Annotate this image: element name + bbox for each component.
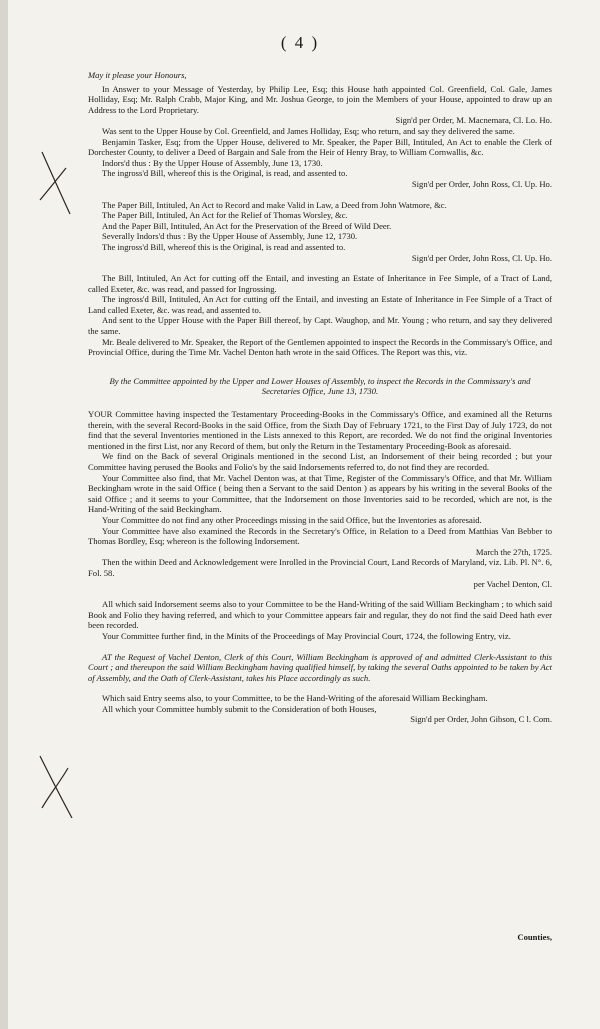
paragraph: In Answer to your Message of Yesterday, by Philip Lee, Esq; this House hath appointed Col. Greenfield, Col. Gale, James Holliday, Esq; Mr. Ralph Crabb, Major King, and Mr. Joshua George, to join the Members of your House, appointed to draw up an Address to the Lord Proprietary. bbox=[88, 83, 552, 115]
paragraph: Then the within Deed and Acknowledgement were Inrolled in the Provincial Court, Land Records of Maryland, viz. Lib. Pl. N°. 6, Fol. 58. bbox=[88, 557, 552, 578]
paragraph: Your Committee do not find any other Proceedings missing in the said Office, but the Inventories as aforesaid. bbox=[102, 514, 482, 525]
indorsement-line: Severally Indors'd thus : By the Upper House of Assembly, June 12, 1730. bbox=[102, 231, 358, 242]
paragraph: All which said Indorsement seems also to your Committee to be the Hand-Writing of the said William Beckingham ; to which said Book and Folio they having referred, and which to your Committee appears fair and regular, they do not find the said Deed hath ever been recorded. bbox=[88, 599, 552, 631]
paragraph: The ingross'd Bill, whereof this is the Original, is read and assented to. bbox=[102, 241, 346, 252]
salutation: May it please your Honours, bbox=[88, 70, 187, 80]
handwritten-cross-mark bbox=[36, 752, 76, 822]
paragraph: Benjamin Tasker, Esq; from the Upper House, delivered to Mr. Speaker, the Paper Bill, Intituled, An Act to enable the Clerk of Dorchester County, to deliver a Deed of Bargain and Sale from the Heir of Henry Bray, to William Cornwallis, &c. bbox=[88, 136, 552, 158]
spacer bbox=[88, 589, 552, 599]
spacer bbox=[88, 358, 552, 376]
paragraph: Your Committee also find, that Mr. Vachel Denton was, at that Time, Register of the Commissary's Office, and that Mr. William Beckingham wrote in the said Office ( being then a Servant to the said Denton ) as appears by his writing in the several Books of the said Office ; and it seems to your Committee, that the Indorsement on those Inventories said to be recorded, which are not, is the Hand-Writing of the said Beckingham. bbox=[88, 472, 552, 515]
signature-line: Sign'd per Order, John Gibson, C l. Com. bbox=[410, 714, 552, 725]
spacer bbox=[88, 263, 552, 273]
signature-line: Sign'd per Order, M. Macnemara, Cl. Lo. Ho. bbox=[395, 115, 552, 126]
paragraph: And the Paper Bill, Intituled, An Act for the Preservation of the Breed of Wild Deer. bbox=[102, 220, 392, 231]
report-paragraph: YOUR Committee having inspected the Testamentary Proceeding-Books in the Commissary's Office, and examined all the Returns therein, with the several Record-Books in the said Office, from the Sixth Day of February 1721, to the First Day of July 1723, do not find that the several Inventories mentioned in the Lists annexed to this Report, are recorded. We do not find the original Inventories mentioned in the first List, nor any Record of them, but only the Return in the Testamentary Proceeding-Book as aforesaid. bbox=[88, 409, 552, 451]
paragraph: The ingross'd Bill, whereof this is the Original, is read, and assented to. bbox=[102, 168, 348, 179]
signature-line: per Vachel Denton, Cl. bbox=[473, 578, 552, 589]
spacer bbox=[88, 642, 552, 652]
indorsement-line: Indors'd thus : By the Upper House of Assembly, June 13, 1730. bbox=[102, 157, 323, 168]
paragraph: Which said Entry seems also, to your Committee, to be the Hand-Writing of the aforesaid William Beckingham. bbox=[102, 693, 488, 704]
paragraph: The Paper Bill, Intituled, An Act to Record and make Valid in Law, a Deed from John Watmore, &c. bbox=[102, 199, 447, 210]
report-heading: By the Committee appointed by the Upper and Lower Houses of Assembly, to inspect the Records in the Commissary's and Secretaries Office, June 13, 1730. bbox=[109, 375, 531, 397]
date-line: March the 27th, 1725. bbox=[475, 546, 552, 557]
court-entry: AT the Request of Vachel Denton, Clerk of this Court, William Beckingham is approved of and admitted Clerk-Assistant to this Court ; and thereupon the said William Beckingham having qualified himself, by taking the several Oaths appointed to be taken by Act of Assembly, and the Oath of Clerk-Assistant, takes his Place accordingly as such. bbox=[88, 651, 552, 683]
paragraph: Your Committee have also examined the Records in the Secretary's Office, in Relation to a Deed from Matthias Van Bebber to Thomas Bordley, Esq; whereon is the following Indorsement. bbox=[88, 525, 552, 547]
document-body bbox=[88, 70, 552, 725]
paragraph: The ingross'd Bill, Intituled, An Act for cutting off the Entail, and investing an Estate of Inheritance in Fee Simple of a Tract of Land called Exeter, &c. was read, and assented to. bbox=[88, 294, 552, 315]
handwritten-cross-mark bbox=[36, 148, 76, 218]
paragraph: The Bill, Intituled, An Act for cutting off the Entail, and investing an Estate of Inheritance in Fee Simple, of a Tract of Land, called Exeter, &c. was read, and passed for Ingrossing. bbox=[88, 273, 552, 294]
paragraph: We find on the Back of several Originals mentioned in the second List, an Indorsement of their being recorded ; but your Committee having perused the Books and Folio's by the said Indorsements referred to, do not find they are recorded. bbox=[88, 451, 552, 472]
paragraph: Was sent to the Upper House by Col. Greenfield, and James Holliday, Esq; who return, and say they delivered the same. bbox=[102, 125, 515, 136]
signature-line: Sign'd per Order, John Ross, Cl. Up. Ho. bbox=[411, 252, 552, 263]
spacer bbox=[88, 683, 552, 693]
spacer bbox=[88, 397, 552, 407]
paragraph: And sent to the Upper House with the Paper Bill thereof, by Capt. Waughop, and Mr. Young ; who return, and say they delivered the same. bbox=[88, 315, 552, 337]
spacer bbox=[88, 190, 552, 200]
signature-line: Sign'd per Order, John Ross, Cl. Up. Ho. bbox=[411, 178, 552, 189]
paragraph: The Paper Bill, Intituled, An Act for the Relief of Thomas Worsley, &c. bbox=[102, 210, 348, 221]
page-number: ( 4 ) bbox=[280, 33, 320, 52]
catchword: Counties, bbox=[517, 932, 552, 942]
paragraph: All which your Committee humbly submit to the Consideration of both Houses, bbox=[102, 703, 377, 714]
paragraph: Mr. Beale delivered to Mr. Speaker, the Report of the Gentlemen appointed to inspect the Records in the Commissary's Office, and Provincial Office, during the Time Mr. Vachel Denton hath wrote in the said Offices. The Report was this, viz. bbox=[88, 336, 552, 358]
paragraph: Your Committee further find, in the Minits of the Proceedings of May Provincial Court, 1724, the following Entry, viz. bbox=[102, 630, 511, 641]
page-edge-shadow bbox=[0, 0, 8, 1029]
